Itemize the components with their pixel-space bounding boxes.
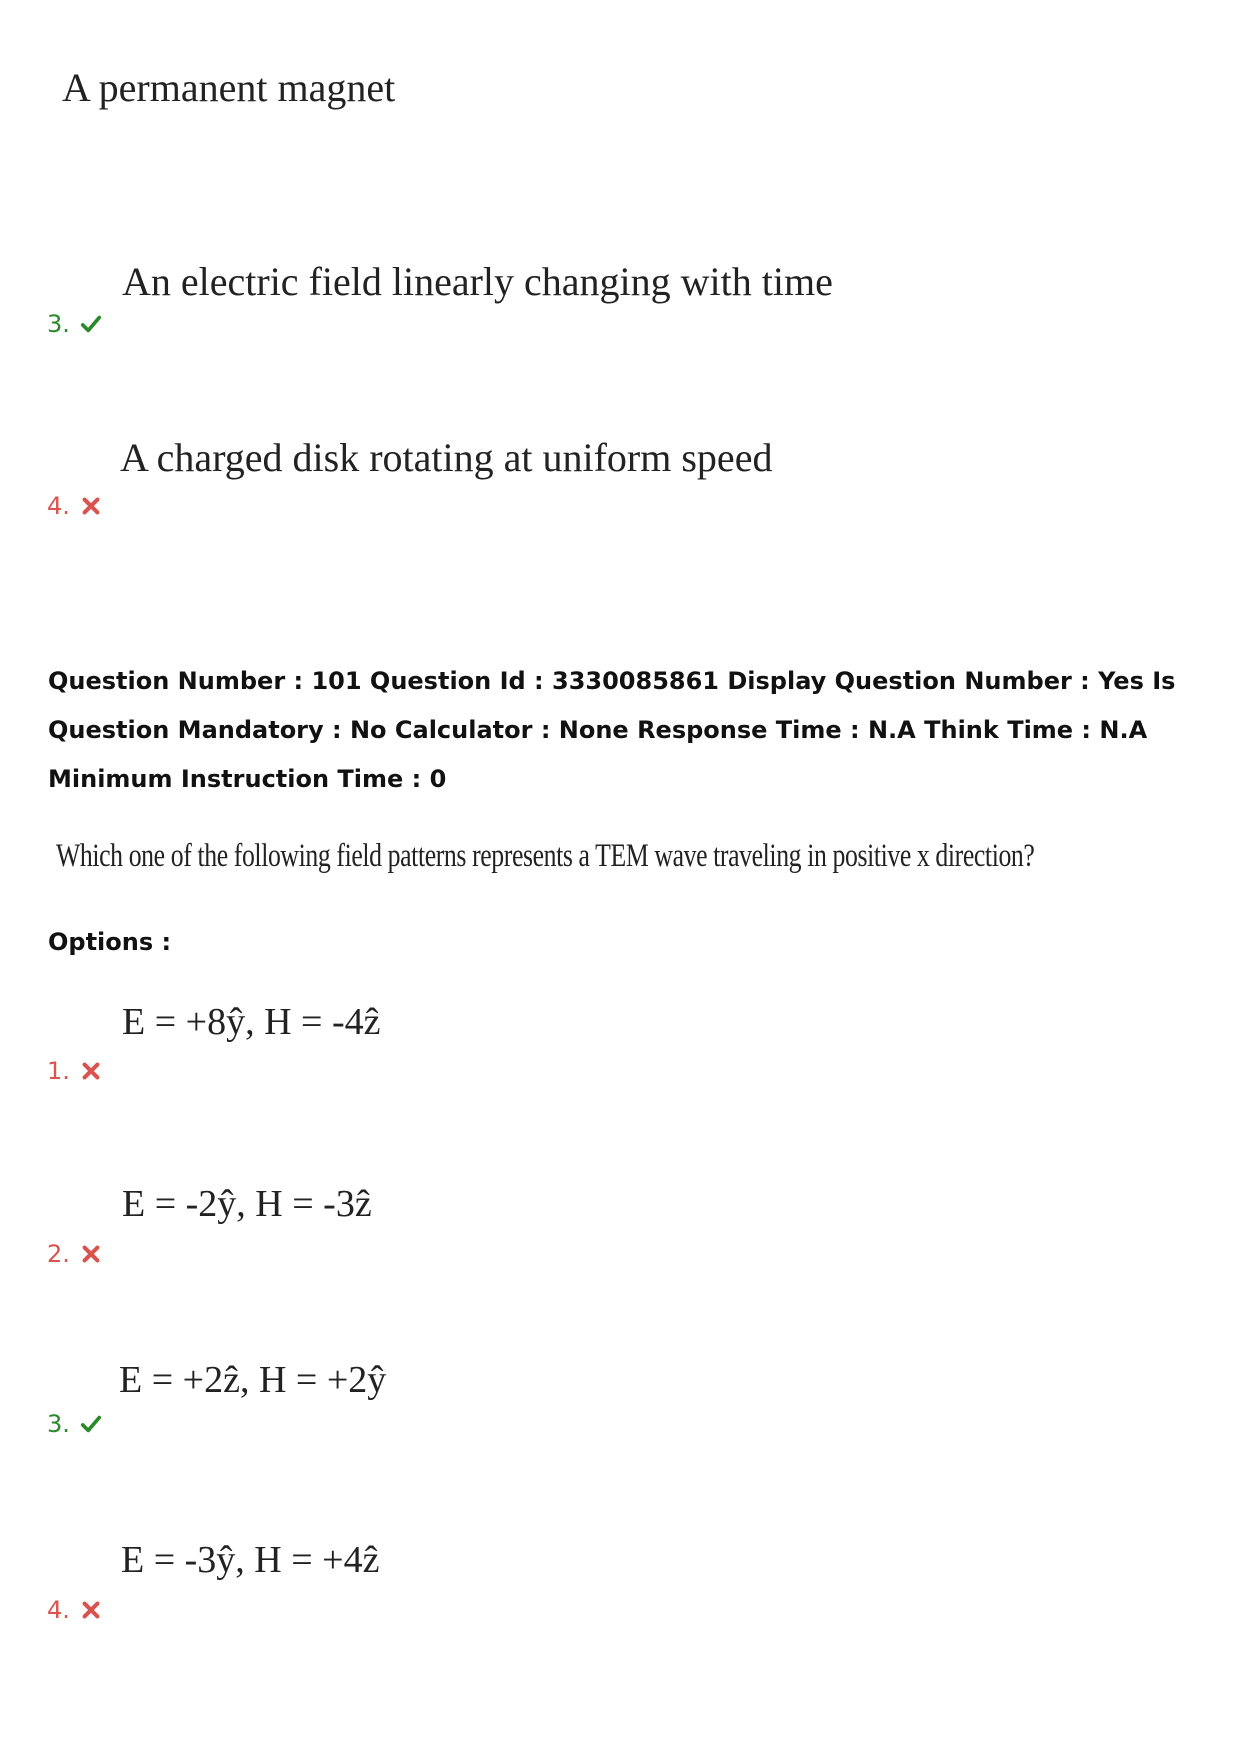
question-meta: Question Number : 101 Question Id : 3330085861 Display Question Number : Yes Is Question Mandatory : No Calculator : None Response Time : N.A Think Time : N.A Minimum Instruction Time : 0 xyxy=(48,667,1176,793)
option-marker-4 xyxy=(47,1596,102,1624)
option-number: 1. xyxy=(47,1057,70,1085)
option-text-4: E = -3ŷ, H = +4ẑ xyxy=(121,1539,380,1581)
option-number: 4. xyxy=(47,492,70,520)
option-marker-2 xyxy=(47,1240,102,1268)
cross-icon xyxy=(80,1060,102,1082)
cross-icon xyxy=(80,1243,102,1265)
prev-option-marker-3 xyxy=(47,310,102,338)
check-icon xyxy=(80,1413,102,1435)
prev-option-text-a: A permanent magnet xyxy=(62,65,396,110)
prev-option-text-4: A charged disk rotating at uniform speed xyxy=(120,435,773,480)
option-text-3: E = +2ẑ, H = +2ŷ xyxy=(119,1359,387,1401)
prev-option-marker-4 xyxy=(47,492,102,520)
prev-option-text-3: An electric field linearly changing with time xyxy=(122,259,833,304)
option-text-2: E = -2ŷ, H = -3ẑ xyxy=(122,1183,372,1225)
check-icon xyxy=(80,313,102,335)
option-number: 3. xyxy=(47,1410,70,1438)
question-text: Which one of the following field patterns represents a TEM wave traveling in positive x direction? xyxy=(56,838,1035,874)
cross-icon xyxy=(80,1599,102,1621)
cross-icon xyxy=(80,495,102,517)
options-label: Options : xyxy=(48,928,172,956)
option-number: 4. xyxy=(47,1596,70,1624)
option-marker-1 xyxy=(47,1057,102,1085)
option-text-1: E = +8ŷ, H = -4ẑ xyxy=(122,1001,381,1043)
option-number: 2. xyxy=(47,1240,70,1268)
option-marker-3 xyxy=(47,1410,102,1438)
option-number: 3. xyxy=(47,310,70,338)
